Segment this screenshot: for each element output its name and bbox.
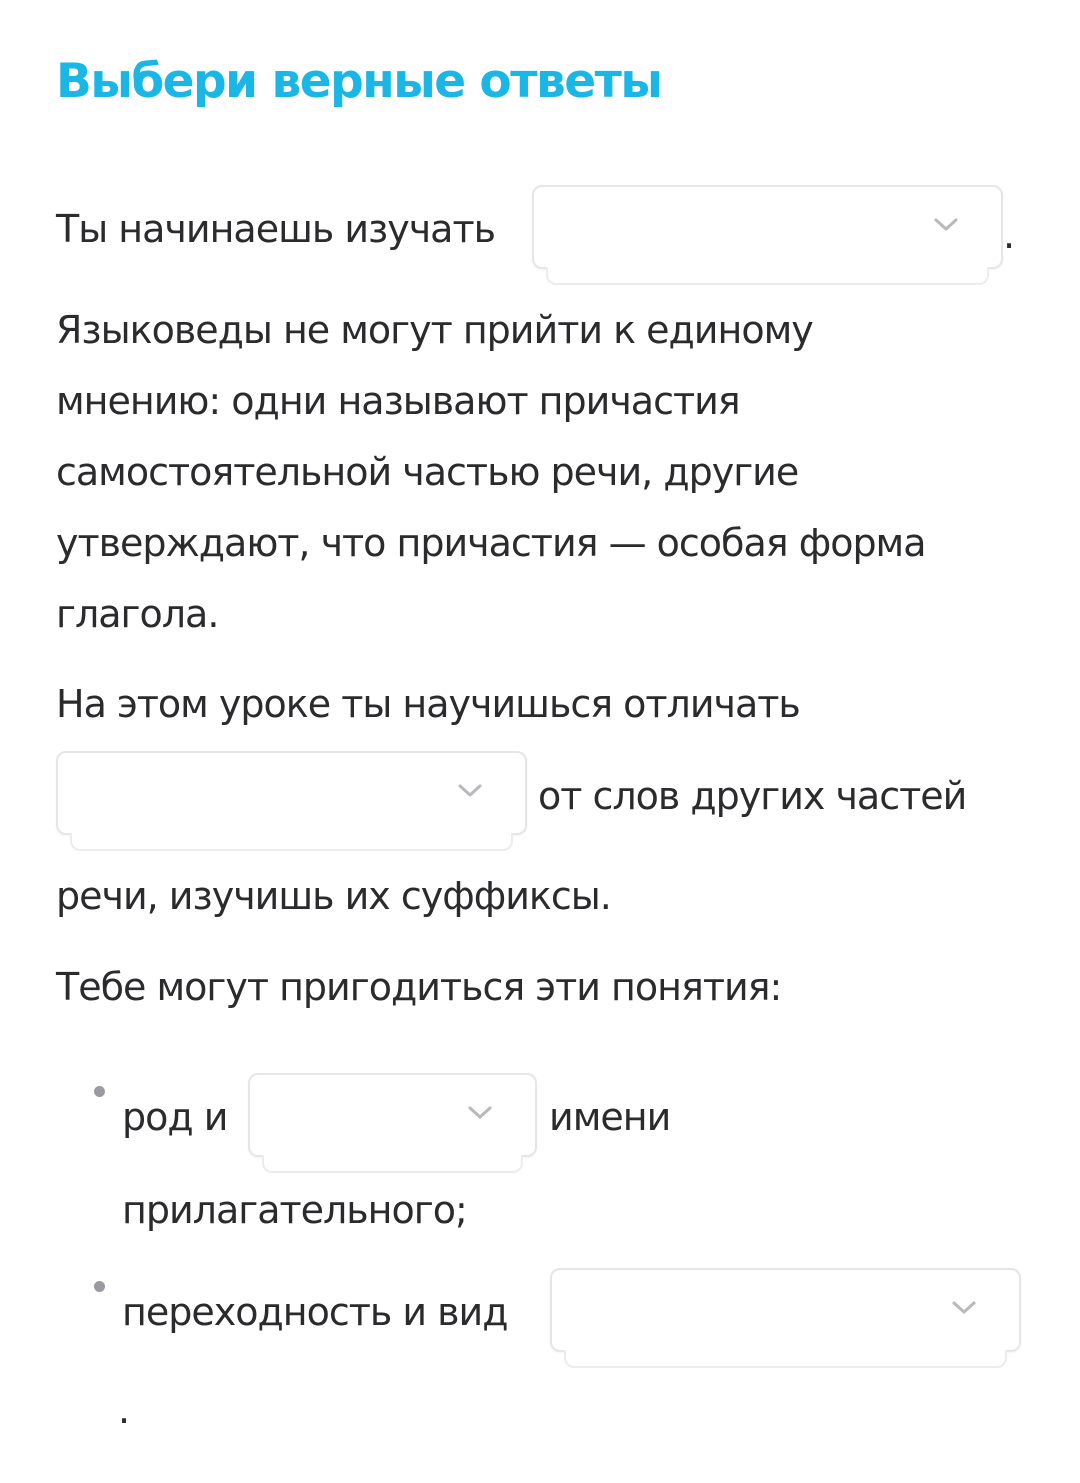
bullet-2-period: .: [118, 1388, 130, 1432]
answer-dropdown-3[interactable]: [248, 1073, 537, 1157]
chevron-down-icon: [933, 217, 959, 233]
paragraph-line-1: Языковеды не могут прийти к единому: [56, 308, 813, 352]
bullet-2-before: переходность и вид: [122, 1290, 508, 1334]
answer-dropdown-1[interactable]: [532, 185, 1003, 269]
sentence2-line-3: речи, изучишь их суффиксы.: [56, 874, 611, 918]
chevron-down-icon: [457, 783, 483, 799]
sentence1-text: Ты начинаешь изучать: [56, 207, 495, 251]
bullet-1-continuation: прилагательного;: [122, 1188, 467, 1232]
answer-dropdown-4[interactable]: [550, 1268, 1021, 1352]
paragraph-line-4: утверждают, что причастия — особая форма: [56, 521, 926, 565]
bullet-1-after: имени: [549, 1095, 671, 1139]
sentence2-after-dropdown: от слов других частей: [538, 774, 967, 818]
paragraph-line-5: глагола.: [56, 592, 219, 636]
chevron-down-icon: [467, 1105, 493, 1121]
sentence1-period: .: [1003, 213, 1015, 257]
bullet-marker: [94, 1086, 105, 1097]
paragraph-line-2: мнению: одни называют причастия: [56, 379, 740, 423]
paragraph-line-3: самостоятельной частью речи, другие: [56, 450, 799, 494]
bullet-marker: [94, 1281, 105, 1292]
chevron-down-icon: [951, 1300, 977, 1316]
sentence2-line-1: На этом уроке ты научишься отличать: [56, 682, 800, 726]
concepts-intro: Тебе могут пригодиться эти понятия:: [56, 965, 782, 1009]
bullet-1-before: род и: [122, 1095, 228, 1139]
answer-dropdown-2[interactable]: [56, 751, 527, 835]
page-title: Выбери верные ответы: [56, 54, 662, 109]
